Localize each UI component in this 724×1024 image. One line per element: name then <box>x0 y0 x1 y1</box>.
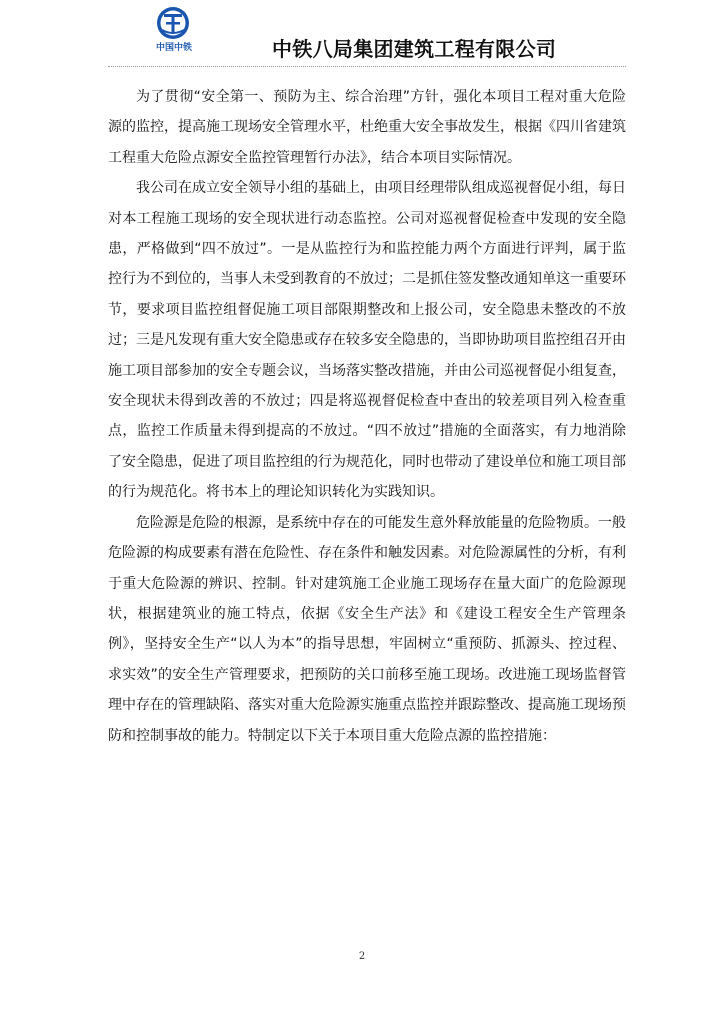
paragraph: 我公司在成立安全领导小组的基础上，由项目经理带队组成巡视督促小组，每日对本工程施工现场的安全现状进行动态监控。公司对巡视督促检查中发现的安全隐患，严格做到“四不放过”。一是从监控行为和监控能力两个方面进行评判，属于监控行为不到位的，当事人未受到教育的不放过；二是抓住签发整改通知单这一重要环节，要求项目监控组督促施工项目部限期整改和上报公司，安全隐患未整改的不放过；三是凡发现有重大安全隐患或存在较多安全隐患的，当即协助项目监控组召开由施工项目部参加的安全专题会议，当场落实整改措施，并由公司巡视督促小组复查，安全现状未得到改善的不放过；四是将巡视督促检查中查出的较差项目列入检查重点，监控工作质量未得到提高的不放过。“四不放过”措施的全面落实，有力地消除了安全隐患，促进了项目监控组的行为规范化，同时也带动了建设单位和施工项目部的行为规范化。将书本上的理论知识转化为实践知识。 <box>108 180 626 501</box>
company-logo <box>146 6 206 54</box>
page-header <box>0 0 724 70</box>
paragraph: 危险源是危险的根源，是系统中存在的可能发生意外释放能量的危险物质。一般危险源的构成要素有潜在危险性、存在条件和触发因素。对危险源属性的分析，有利于重大危险源的辨识、控制。针对建筑施工企业施工现场存在量大面广的危险源现状，根据建筑业的施工特点，依据《安全生产法》和《建设工程安全生产管理条例》，坚持安全生产“以人为本”的指导思想，牢固树立“重预防、抓源头、控过程、求实效”的安全生产管理要求，把预防的关口前移至施工现场。改进施工现场监督管理中存在的管理缺陷、落实对重大危险源实施重点监控并跟踪整改、提高施工现场预防和控制事故的能力。特制定以下关于本项目重大危险点源的监控措施： <box>108 514 626 744</box>
paragraph: 为了贯彻“安全第一、预防为主、综合治理”方针，强化本项目工程对重大危险源的监控，提高施工现场安全管理水平，杜绝重大安全事故发生，根据《四川省建筑工程重大危险点源安全监控管理暂行办法》，结合本项目实际情况。 <box>108 89 626 166</box>
document-body <box>108 82 626 751</box>
logo-text: 中国中铁 <box>155 43 192 53</box>
header-divider <box>108 66 626 67</box>
page-number: 2 <box>358 951 366 962</box>
company-name: 中铁八局集团建筑工程有限公司 <box>272 37 557 61</box>
china-railway-logo-icon <box>156 6 190 40</box>
